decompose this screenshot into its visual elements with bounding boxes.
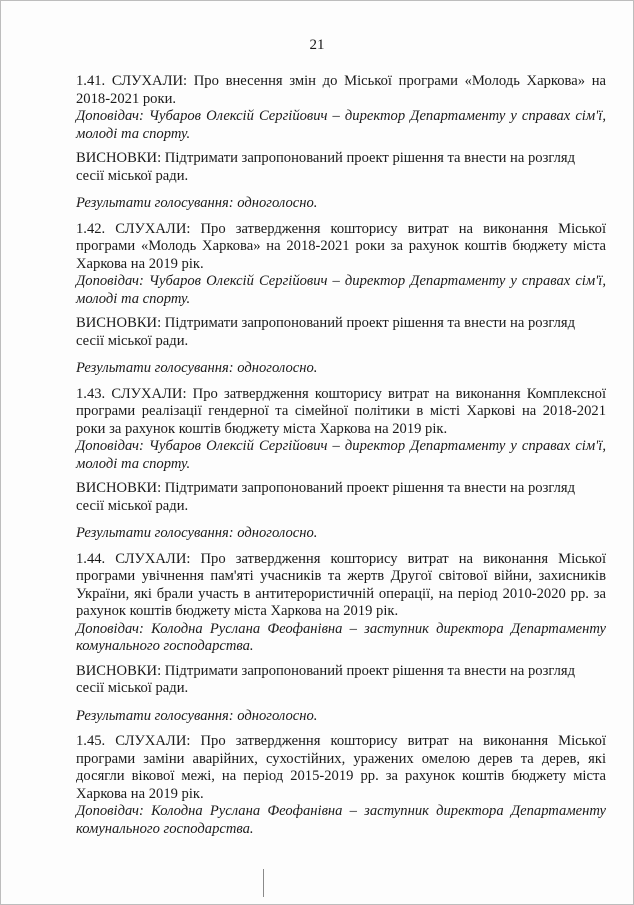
agenda-item-1-44 — [76, 551, 606, 726]
listen-paragraph: 1.43. СЛУХАЛИ: Про затвердження кошторису витрат на виконання Комплексної програми реалізації гендерної та сімейної політики в місті Харкові на 2018-2021 роки за рахунок коштів бюджету міста Харкова на 2019 рік. — [76, 385, 606, 437]
listen-paragraph: 1.41. СЛУХАЛИ: Про внесення змін до Міської програми «Молодь Харкова» на 2018-2021 роки. — [76, 73, 606, 107]
agenda-item-1-42 — [76, 221, 606, 378]
speaker-paragraph: Доповідач: Чубаров Олексій Сергійович – директор Департаменту у справах сім'ї, молоді та спорту. — [76, 273, 606, 307]
agenda-item-1-45 — [76, 733, 606, 838]
speaker-paragraph: Доповідач: Чубаров Олексій Сергійович – директор Департаменту у справах сім'ї, молоді та спорту. — [76, 108, 606, 142]
page-number: 21 — [309, 37, 325, 53]
conclusion-paragraph: ВИСНОВКИ: Підтримати запропонований проект рішення та внести на розгляд сесії міської ради. — [76, 315, 575, 349]
speaker-paragraph: Доповідач: Колодна Руслана Феофанівна – заступник директора Департаменту комунального господарства. — [76, 803, 606, 837]
agenda-item-1-41 — [76, 73, 606, 213]
listen-paragraph: 1.44. СЛУХАЛИ: Про затвердження кошторису витрат на виконання Міської програми увічнення пам'яті учасників та жертв Другої світової війни, захисників України, які брали участь в антитерористичній операції, на період 2010-2020 рр. за рахунок коштів бюджету міста Харкова на 2019 рік. — [76, 550, 606, 619]
scan-mark — [263, 869, 264, 897]
voting-result: Результати голосування: одноголосно. — [76, 360, 318, 376]
listen-paragraph: 1.45. СЛУХАЛИ: Про затвердження кошторису витрат на виконання Міської програми заміни аварійних, сухостійних, уражених омелою дерев та дерев, які досягли вікової межі, на період 2015-2019 рр. за рахунок коштів бюджету міста Харкова на 2019 рік. — [76, 733, 606, 802]
conclusion-paragraph: ВИСНОВКИ: Підтримати запропонований проект рішення та внести на розгляд сесії міської ради. — [76, 150, 575, 184]
speaker-paragraph: Доповідач: Колодна Руслана Феофанівна – заступник директора Департаменту комунального господарства. — [76, 620, 606, 654]
conclusion-paragraph: ВИСНОВКИ: Підтримати запропонований проект рішення та внести на розгляд сесії міської ради. — [76, 662, 575, 696]
minutes-content — [76, 73, 606, 846]
voting-result: Результати голосування: одноголосно. — [76, 707, 318, 724]
agenda-item-1-43 — [76, 386, 606, 543]
voting-result: Результати голосування: одноголосно. — [76, 525, 318, 541]
listen-paragraph: 1.42. СЛУХАЛИ: Про затвердження кошторису витрат на виконання Міської програми «Молодь Харкова» на 2018-2021 роки за рахунок коштів бюджету міста Харкова на 2019 рік. — [76, 220, 606, 272]
conclusion-paragraph: ВИСНОВКИ: Підтримати запропонований проект рішення та внести на розгляд сесії міської ради. — [76, 480, 575, 514]
voting-result: Результати голосування: одноголосно. — [76, 195, 318, 211]
speaker-paragraph: Доповідач: Чубаров Олексій Сергійович – директор Департаменту у справах сім'ї, молоді та спорту. — [76, 438, 606, 472]
